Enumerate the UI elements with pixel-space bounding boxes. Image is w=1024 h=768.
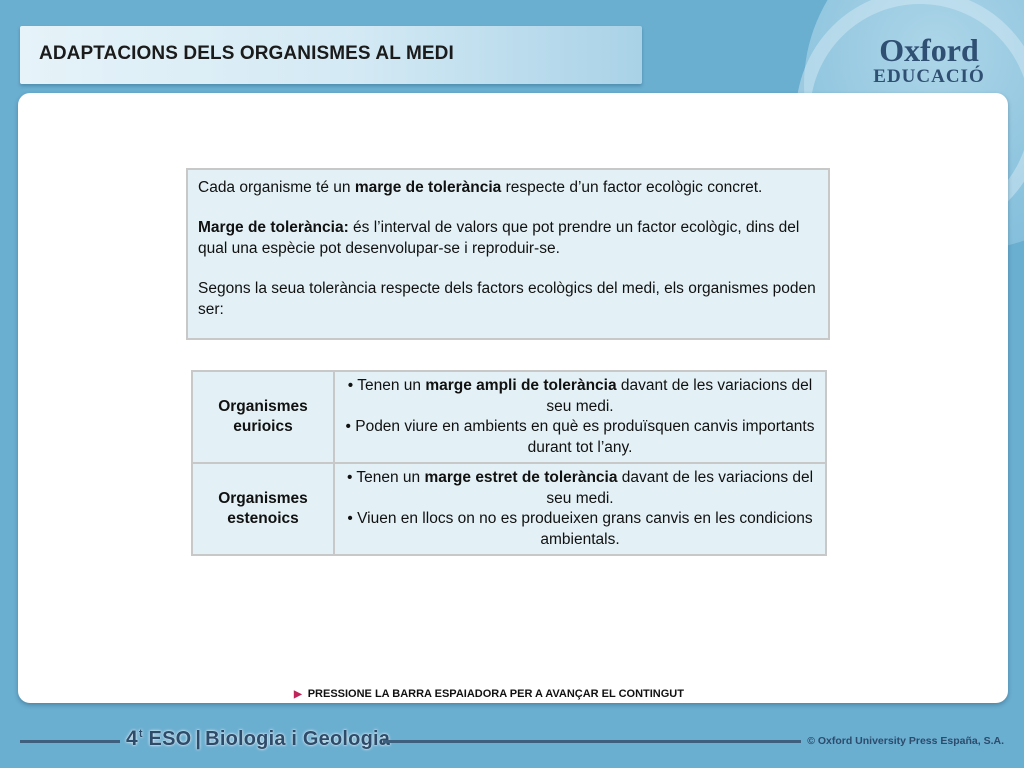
tolerance-info-box <box>186 168 830 340</box>
bullet-1-text: • Tenen un <box>347 377 426 394</box>
info-p2-bold: Marge de tolerància: <box>198 219 349 236</box>
triangle-right-icon: ▶ <box>294 689 302 700</box>
logo-line-1: Oxford <box>879 32 979 68</box>
oxford-educacio-logo <box>870 34 988 86</box>
organism-types-table <box>191 370 827 556</box>
logo-line-2: EDUCACIÓ <box>873 66 985 87</box>
bullet-1-text-end: davant de les variacions del seu medi. <box>546 377 813 415</box>
course-label <box>126 727 390 751</box>
organism-type-line-1: Organismes <box>218 397 308 415</box>
table-row <box>192 371 826 463</box>
copyright-notice: © Oxford University Press España, S.A. <box>807 735 1004 747</box>
bullet-1-bold: marge ampli de tolerància <box>425 377 617 394</box>
info-p1-text: Cada organisme té un <box>198 179 355 196</box>
bullet-1-bold: marge estret de tolerància <box>424 469 618 486</box>
bullet-1-text: • Tenen un <box>346 469 425 486</box>
organism-type-line-2: eurioics <box>233 418 293 435</box>
page-title: ADAPTACIONS DELS ORGANISMES AL MEDI <box>39 43 454 64</box>
organism-description-cell <box>334 463 826 555</box>
content-panel <box>18 93 1008 703</box>
organism-description-cell <box>334 371 826 463</box>
course-number: 4 <box>126 727 138 750</box>
table-row <box>192 463 826 555</box>
info-paragraph-3: Segons la seua tolerància respecte dels factors ecològics del medi, els organismes poden ser: <box>198 280 816 318</box>
title-bar <box>20 26 642 84</box>
info-paragraph-2 <box>198 217 818 259</box>
organism-type-line-2: estenoics <box>227 510 299 527</box>
footer-divider-middle <box>383 740 801 743</box>
info-p1-text-end: respecte d’un factor ecològic concret. <box>501 179 763 196</box>
advance-hint-text: PRESSIONE LA BARRA ESPAIADORA PER A AVANÇAR EL CONTINGUT <box>307 688 684 700</box>
info-paragraph-1 <box>198 177 818 198</box>
course-ordinal: t <box>138 728 143 740</box>
advance-hint <box>294 688 684 700</box>
footer-divider-left <box>20 740 120 743</box>
bullet-2-text: • Viuen en llocs on no es produeixen grans canvis en les condicions ambientals. <box>347 510 813 548</box>
course-separator: | <box>195 728 202 750</box>
organism-type-cell <box>192 371 334 463</box>
info-p1-bold: marge de tolerància <box>354 179 502 196</box>
bullet-2-text: • Poden viure en ambients en què es produïsquen canvis importants durant tot l’any. <box>345 418 815 456</box>
organism-type-cell <box>192 463 334 555</box>
info-p2-text: és l’interval de valors que pot prendre un factor ecològic, dins del qual una espècie pot desenvolupar-se i reproduir-se. <box>198 219 800 257</box>
organism-type-line-1: Organismes <box>218 489 308 507</box>
course-level: ESO <box>148 728 192 750</box>
bullet-1-text-end: davant de les variacions del seu medi. <box>546 469 814 507</box>
course-subject: Biologia i Geologia <box>205 728 391 750</box>
